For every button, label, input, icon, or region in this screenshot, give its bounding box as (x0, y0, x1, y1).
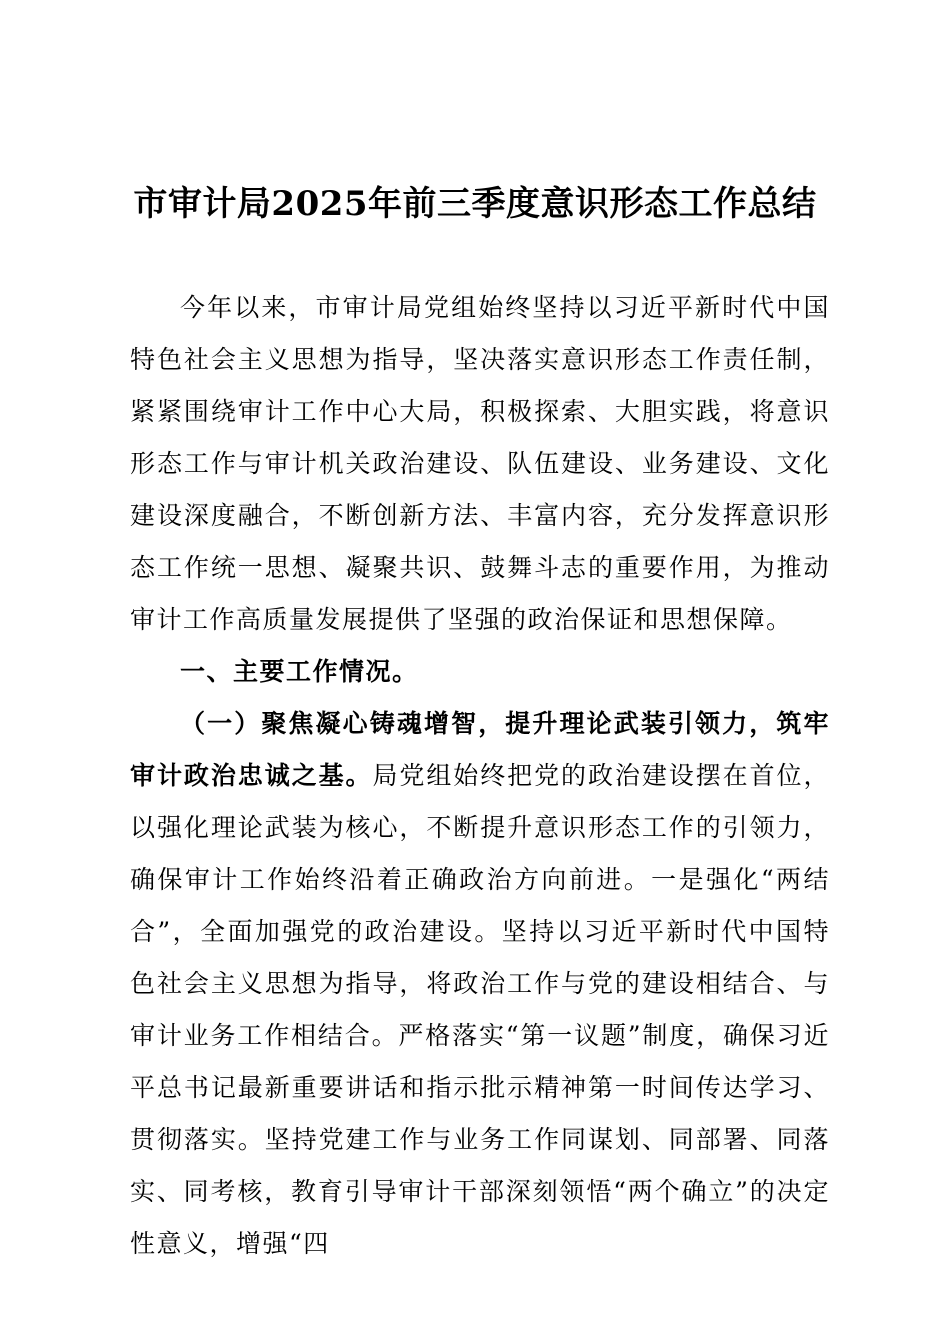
subsection-body: 局党组始终把党的政治建设摆在首位，以强化理论武装为核心，不断提升意识形态工作的引领力，确保审计工作始终沿着正确政治方向前进。一是强化“两结合”，全面加强党的政治建设。坚持以习近平新时代中国特色社会主义思想为指导，将政治工作与党的建设相结合、与审计业务工作相结合。严格落实“第一议题”制度，确保习近平总书记最新重要讲话和指示批示精神第一时间传达学习、贯彻落实。坚持党建工作与业务工作同谋划、同部署、同落实、同考核，教育引导审计干部深刻领悟“两个确立”的决定性意义，增强“四 (130, 761, 830, 1258)
section-heading-main-work: 一、主要工作情况。 (180, 657, 419, 686)
intro-paragraph: 今年以来，市审计局党组始终坚持以习近平新时代中国特色社会主义思想为指导，坚决落实意识形态工作责任制，紧紧围绕审计工作中心大局，积极探索、大胆实践，将意识形态工作与审计机关政治建设、队伍建设、业务建设、文化建设深度融合，不断创新方法、丰富内容，充分发挥意识形态工作统一思想、凝聚共识、鼓舞斗志的重要作用，为推动审计工作高质量发展提供了坚强的政治保证和思想保障。 (130, 293, 830, 634)
document-body (130, 282, 830, 1270)
subsection-heading: （一）聚焦凝心铸魂增智，提升理论武装引领力，筑牢审计政治忠诚之基。 (130, 709, 830, 790)
subsection-paragraph (130, 698, 830, 1270)
document-title: 市审计局2025年前三季度意识形态工作总结 (133, 184, 817, 224)
